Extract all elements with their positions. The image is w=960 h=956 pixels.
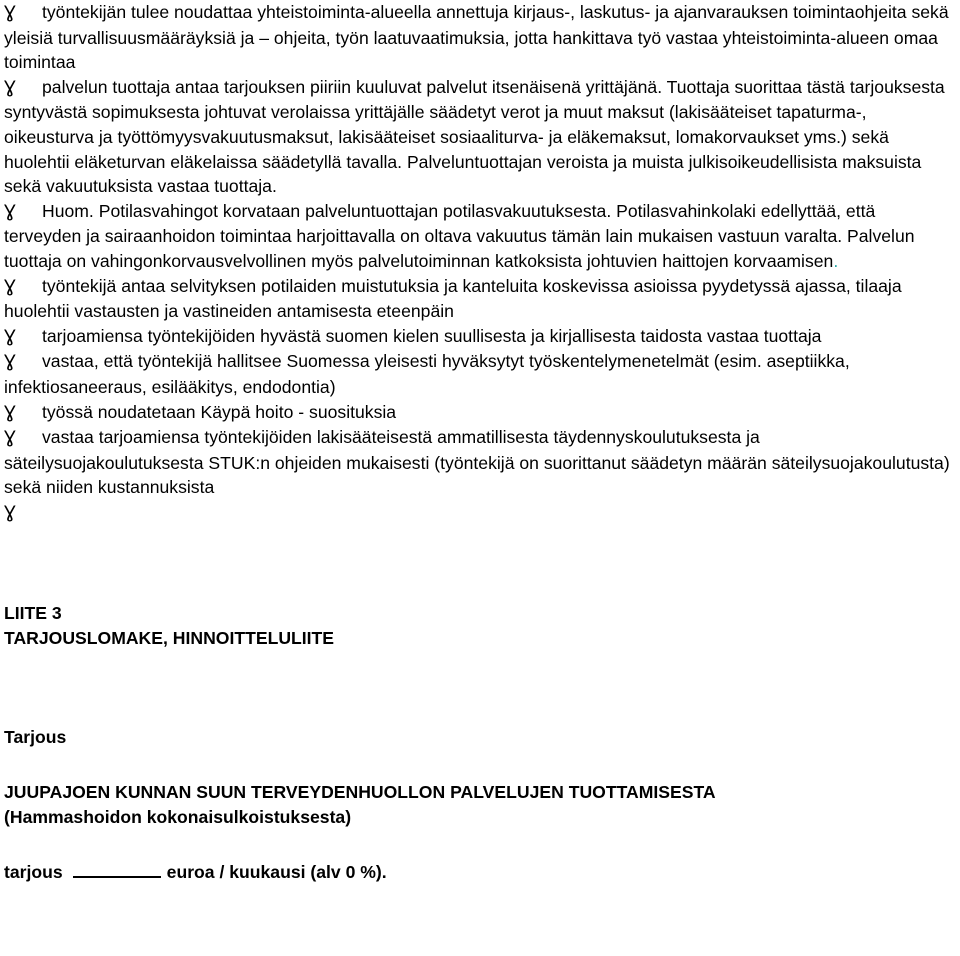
bullet-icon: Ɣ	[4, 428, 16, 449]
list-item-text: vastaa tarjoamiensa työntekijöiden lakisääteisestä ammatillisesta täydennyskoulutuksesta ja säteilysuojakoulutuksesta STUK:n ohjeiden mukaisesti (työntekijä on suorittanut säädetyn määrän säteilysuojakoulutusta) sekä niiden kustannuksista	[4, 427, 950, 498]
list-item	[4, 274, 956, 324]
list-item-text: palvelun tuottaja antaa tarjouksen piiriin kuuluvat palvelut itsenäisenä yrittäjänä. Tuottaja suorittaa tästä tarjouksesta syntyvästä sopimuksesta johtuvat verolaissa yrittäjälle säädetyt verot ja muut maksut (lakisääteiset tapaturma-, oikeusturva ja työttömyysvakuutusmaksut, lakisääteiset sosiaaliturva- ja eläkemaksut, lomakorvaukset yms.) sekä huolehtii eläketurvan eläkelaissa säädetyllä tavalla. Palveluntuottajan veroista ja muista julkisoikeudellisista maksuista sekä vakuutuksista vastaa tuottaja.	[4, 76, 945, 197]
list-item	[4, 349, 956, 399]
project-title: JUUPAJOEN KUNNAN SUUN TERVEYDENHUOLLON PALVELUJEN TUOTTAMISESTA	[4, 782, 716, 803]
list-item	[4, 199, 956, 274]
list-item-text: Huom. Potilasvahingot korvataan palveluntuottajan potilasvakuutuksesta. Potilasvahinkolaki edellyttää, että terveyden ja sairaanhoidon toimintaa harjoittavalla on oltava vakuutus tämän lain mukaisen vastuun varalta. Palvelun tuottaja on vahingonkorvausvelvollinen myös palvelutoiminnan katkoksista johtuvien haittojen korvaamisen	[4, 200, 915, 271]
list-item	[4, 324, 956, 350]
list-item-text: työntekijän tulee noudattaa yhteistoiminta-alueella annettuja kirjaus-, laskutus- ja ajanvarauksen toimintaohjeita sekä yleisiä turvallisuusmääräyksiä ja – ohjeita, työn laatuvaatimuksia, jotta hankittava työ vastaa yhteistoiminta-alueen omaa toimintaa	[4, 2, 949, 73]
list-item	[4, 75, 956, 199]
bullet-icon: Ɣ	[4, 3, 16, 23]
accent-period: .	[833, 250, 839, 271]
list-item-text: työntekijä antaa selvityksen potilaiden muistutuksia ja kanteluita koskevissa asioissa pyydetyssä ajassa, tilaaja huolehtii vastausten ja vastineiden antamisesta eteenpäin	[4, 275, 902, 322]
bullet-icon: Ɣ	[4, 276, 16, 297]
list-item-text: vastaa, että työntekijä hallitsee Suomessa yleisesti hyväksytyt työskentelymenetelmät (esim. aseptiikka, infektiosaneeraus, esilääkitys, endodontia)	[4, 351, 850, 397]
list-item	[4, 0, 956, 75]
list-item-text: tarjoamiensa työntekijöiden hyvästä suomen kielen suullisesta ja kirjallisesta taidosta vastaa tuottaja	[42, 325, 822, 346]
bullet-icon: Ɣ	[4, 502, 16, 523]
price-blank-field[interactable]	[73, 860, 161, 878]
bullet-icon: Ɣ	[4, 77, 16, 98]
document-page	[4, 0, 956, 885]
bullet-icon: Ɣ	[4, 402, 16, 423]
appendix-title: LIITE 3	[4, 603, 62, 624]
list-item-text: työssä noudatetaan Käypä hoito - suosituksia	[42, 401, 397, 422]
price-suffix: euroa / kuukausi (alv 0 %).	[166, 862, 387, 883]
bullet-icon: Ɣ	[4, 326, 16, 347]
appendix-subtitle: TARJOUSLOMAKE, HINNOITTELULIITE	[4, 628, 335, 649]
list-item	[4, 425, 956, 500]
list-item	[4, 400, 956, 426]
price-label: tarjous	[4, 862, 63, 883]
bullet-icon: Ɣ	[4, 352, 16, 373]
offer-heading: Tarjous	[4, 726, 67, 747]
price-line	[4, 860, 956, 885]
list-item	[4, 500, 956, 526]
bullet-icon: Ɣ	[4, 201, 16, 222]
project-subtitle: (Hammashoidon kokonaisulkoistuksesta)	[4, 806, 352, 827]
